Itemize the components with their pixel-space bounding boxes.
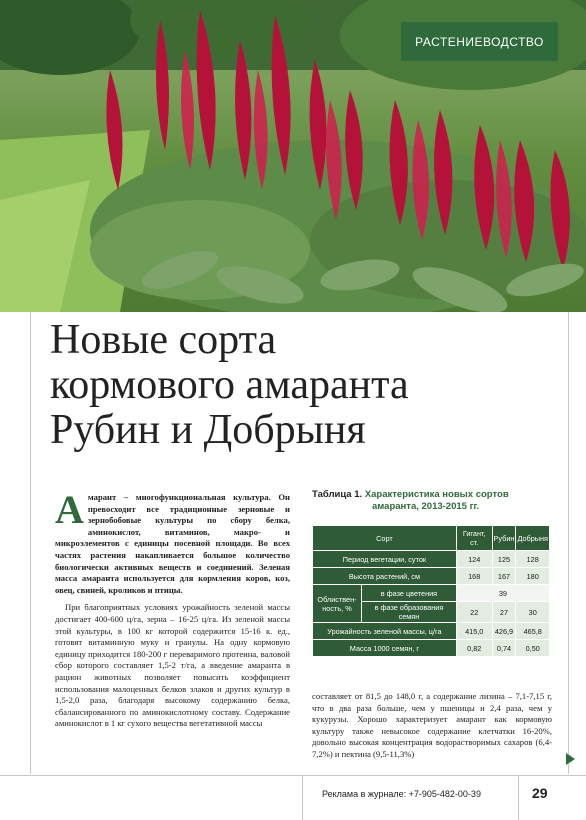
table-row [313, 568, 549, 584]
table-cell: 0,74 [493, 640, 516, 656]
table-title-line-2: амаранта, 2013-2015 гг. [372, 501, 480, 512]
table-row [313, 640, 549, 656]
row-label: Высота растений, см [313, 568, 456, 584]
row-label: в фазе образования семян [362, 602, 456, 622]
table-cell: 168 [457, 568, 492, 584]
left-column [55, 487, 290, 730]
table-cell: 128 [516, 551, 549, 567]
table-header-cell: Рубин [493, 526, 516, 550]
table-cell: 22 [457, 602, 492, 622]
advertising-contact: Реклама в журнале: +7-905-482-00-39 [322, 789, 481, 799]
table-cell: 0,82 [457, 640, 492, 656]
table-label: Таблица 1. [312, 489, 363, 500]
table-cell: 415,0 [457, 623, 492, 639]
section-rubric: РАСТЕНИЕВОДСТВО [401, 22, 558, 61]
table-header-cell: Сорт [313, 526, 456, 550]
table-cell: 125 [493, 551, 516, 567]
next-page-arrow-icon[interactable] [566, 753, 575, 765]
article-title [50, 318, 550, 453]
table-cell: 39 [457, 585, 549, 601]
body-paragraph-right: составляет от 81,5 до 148,0 г, а содержание лизина – 7,1-7,15 г, что в два раза больше, чем у пшеницы и 2,4 раза, чем у кукурузы. Хорошо характеризует амарант как кормовую культуру также невысокое содержание клетчатки 16-20%, довольно высокая концентрация водорастворимых сахаров (6,4-7,2%) и пектина (9,5-11,3%) [312, 691, 552, 759]
table-title-line-1: Характеристика новых сортов [364, 489, 509, 500]
page-number: 29 [532, 785, 548, 801]
row-label: Масса 1000 семян, г [313, 640, 456, 656]
drop-cap: А [55, 487, 84, 532]
row-label: Период вегетации, суток [313, 551, 456, 567]
row-label: в фазе цветения [362, 585, 456, 601]
body-paragraph-left: При благоприятных условиях урожайность зеленой массы достигает 400-600 ц/га, зерна – 16-25 ц/га. Из зеленой массы этой культуры, в 100 кг которой содержится 15-16 к. ед., готовят витаминную муку и гранулы. На одну кормовую единицу приходится 180-200 г переваримого протеина, валовой сбор которого составляет 1,5-2 т/га, а введение амаранта в рацион животных позволяет повысить коэффициент использования малоценных белков злаков и других культур в 1,5-2,0 раза, благодаря высокому содержанию белка, сбалансированного по аминокислотному составу. Содержание аминокислот в 1 кг сухого вещества вегетативной массы [55, 602, 290, 729]
lead-text: марант – многофункциональная культура. Он превосходит все традиционные зерновые и зернобобовые культуры по сбору белка, аминокислот, витаминов, макро- и микроэлементов с единицы посевной площади. Во всех частях растения накапливается большое количество биологически активных веществ и соединений. Зеленая масса амаранта используется для кормления коров, коз, овец, свиней, кроликов и птицы. [55, 492, 290, 595]
lead-paragraph [55, 487, 290, 596]
table-caption [312, 489, 562, 513]
title-line-1: Новые сорта [50, 317, 277, 363]
varieties-table [312, 525, 550, 657]
title-line-3: Рубин и Добрыня [50, 407, 366, 453]
table-cell: 426,9 [493, 623, 516, 639]
table-row [313, 585, 549, 601]
table-cell: 30 [516, 602, 549, 622]
table-cell: 465,8 [516, 623, 549, 639]
table-header-row [313, 526, 549, 550]
frame-line-right [568, 312, 569, 774]
title-line-2: кормового амаранта [50, 362, 409, 408]
table-cell: 180 [516, 568, 549, 584]
table-row [313, 551, 549, 567]
table-cell: 0,50 [516, 640, 549, 656]
table-cell: 167 [493, 568, 516, 584]
table-header-cell: Добрыня [516, 526, 549, 550]
frame-line-left [30, 312, 31, 774]
page-footer [0, 775, 586, 820]
row-group-label: Облиствен-ность, % [313, 585, 361, 622]
table-cell: 27 [493, 602, 516, 622]
table-cell: 124 [457, 551, 492, 567]
row-label: Урожайность зеленой массы, ц/га [313, 623, 456, 639]
table-header-cell: Гигант, ст. [457, 526, 492, 550]
table-row [313, 623, 549, 639]
